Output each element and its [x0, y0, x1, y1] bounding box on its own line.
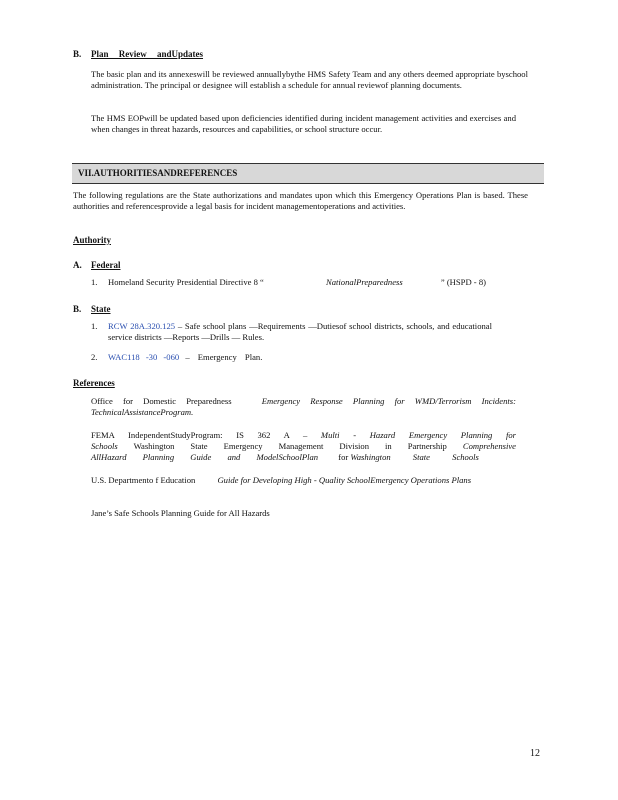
- state-item-1-number: 1.: [91, 321, 98, 331]
- plan-review-paragraph-1: The basic plan and its annexeswill be reviewed annuallybythe HMS Safety Team and any others deemed appropriate byschool administration. The principal or designee will establish a schedule for annual reviewof planning documents.: [91, 69, 528, 90]
- reference-2-line-1: [91, 430, 516, 441]
- federal-item-1-text: Homeland Security Presidential Directive 8 “: [108, 277, 264, 287]
- federal-letter: A.: [73, 260, 82, 270]
- reference-2-line-2-italic: Schools: [91, 441, 118, 451]
- reference-2-line-3-plain: for: [338, 452, 351, 462]
- reference-1-plain: Office for Domestic Preparedness: [91, 396, 232, 406]
- state-letter: B.: [73, 304, 82, 314]
- authority-heading: Authority: [73, 235, 111, 245]
- federal-item-1-italic: NationalPreparedness: [326, 277, 403, 287]
- reference-3-plain: U.S. Departmento f Education: [91, 475, 196, 485]
- reference-2-plain: FEMA IndependentStudyProgram: IS 362 A –: [91, 430, 321, 440]
- reference-2-line-2-italic-end: Comprehensive: [462, 441, 516, 451]
- reference-2-line-2-plain: Washington State Emergency Management Division in Partnership: [133, 441, 447, 451]
- reference-2-line-3-italic-end: Washington State Schools: [350, 452, 479, 462]
- wac-link[interactable]: WAC118 -30 -060: [108, 352, 180, 362]
- section-vii-title: VII.AUTHORITIESANDREFERENCES: [78, 168, 238, 178]
- federal-item-1-number: 1.: [91, 277, 98, 287]
- rcw-link[interactable]: RCW 28A.320.125: [108, 321, 176, 331]
- reference-4: Jane’s Safe Schools Planning Guide for All Hazards: [91, 508, 270, 518]
- state-item-2-number: 2.: [91, 352, 98, 362]
- reference-3-italic: Guide for Developing High - Quality SchoolEmergency Operations Plans: [217, 475, 472, 485]
- references-heading: References: [73, 378, 115, 388]
- section-vii-banner: [72, 163, 544, 184]
- plan-review-heading: Plan Review andUpdates: [91, 49, 204, 59]
- reference-2-line-3: [91, 452, 516, 463]
- reference-1: [91, 396, 516, 418]
- federal-item-1-tail: ” (HSPD - 8): [440, 277, 486, 287]
- state-item-1: [108, 321, 492, 343]
- reference-2-italic: Multi - Hazard Emergency Planning for: [320, 430, 516, 440]
- reference-2: [91, 430, 516, 463]
- authorities-intro-paragraph: The following regulations are the State authorizations and mandates upon which this Emergency Operations Plan is based. These authorities and referencesprovide a legal basis for incident managementoperations and activities.: [73, 190, 528, 211]
- state-heading: State: [91, 304, 111, 314]
- federal-heading: Federal: [91, 260, 121, 270]
- page-number: 12: [530, 748, 540, 759]
- state-item-2: [108, 352, 262, 363]
- reference-1-italic: Emergency Response Planning for WMD/Terrorism Incidents: TechnicalAssistanceProgram.: [91, 396, 516, 417]
- reference-2-line-2: [91, 441, 516, 452]
- plan-review-paragraph-2: The HMS EOPwill be updated based upon deficiencies identified during incident management activities and exercises and when changes in threat hazards, resources and capabilities, or school structure occur.: [91, 113, 516, 134]
- state-item-2-text: – Emergency Plan.: [185, 352, 263, 362]
- federal-item-1: [108, 277, 508, 288]
- reference-2-line-3-italic: AllHazard Planning Guide and ModelSchoolPlan: [91, 452, 319, 462]
- reference-3: [91, 475, 491, 486]
- state-item-1-text: – Safe school plans —Requirements —Dutiesof school districts, schools, and educational service districts —Reports —Drills — Rules.: [108, 321, 492, 342]
- section-b-letter: B.: [73, 49, 82, 59]
